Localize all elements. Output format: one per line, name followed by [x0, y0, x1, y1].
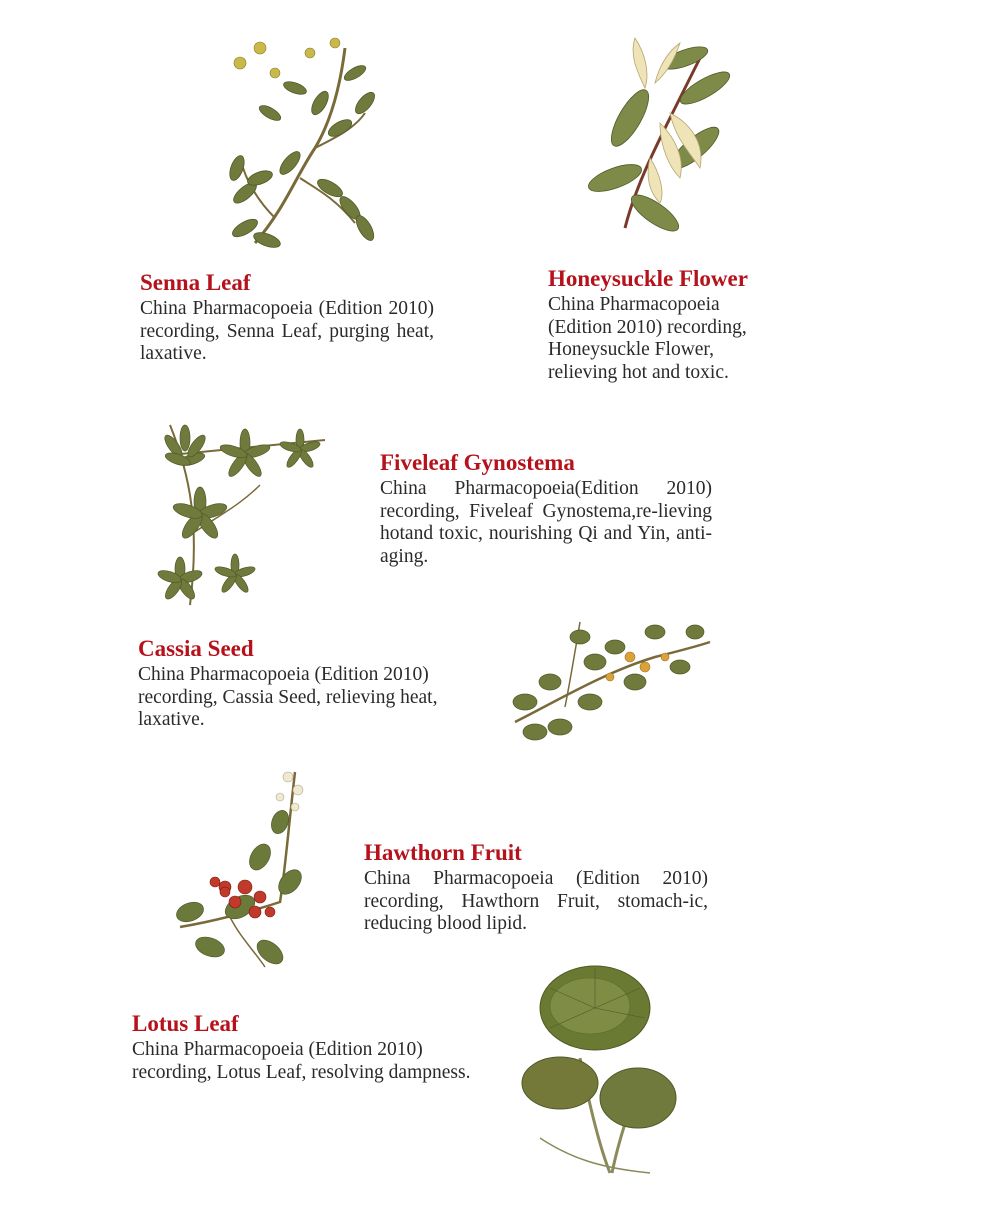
herb-title: Hawthorn Fruit	[364, 840, 522, 865]
herb-card-honeysuckle-flower	[548, 266, 788, 384]
herb-description: China Pharmacopoeia(Edition 2010) recording, Fiveleaf Gynostema,re-lieving hotand toxic, nourishing Qi and Yin, anti-aging.	[380, 478, 712, 567]
lotus-leaf-illustration	[520, 958, 680, 1180]
herb-description: China Pharmacopoeia (Edition 2010) recording, Lotus Leaf, resolving dampness.	[132, 1039, 471, 1083]
herb-card-hawthorn-fruit	[364, 840, 708, 936]
herb-description: China Pharmacopoeia (Edition 2010) recording, Cassia Seed, relieving heat, laxative.	[138, 664, 438, 730]
senna-leaf-illustration	[215, 28, 385, 253]
herb-title: Senna Leaf	[140, 270, 251, 295]
herb-card-lotus-leaf	[132, 1011, 477, 1084]
herb-title: Cassia Seed	[138, 636, 254, 661]
herb-card-senna-leaf	[140, 270, 434, 366]
cassia-seed-illustration	[505, 612, 715, 747]
herb-title: Fiveleaf Gynostema	[380, 450, 575, 475]
herb-title: Honeysuckle Flower	[548, 266, 748, 291]
herb-card-fiveleaf-gynostema	[380, 450, 712, 568]
herb-title: Lotus Leaf	[132, 1011, 239, 1036]
herb-description: China Pharmacopoeia (Edition 2010) recording, Senna Leaf, purging heat, laxative.	[140, 298, 434, 364]
herb-card-cassia-seed	[138, 636, 483, 732]
herb-description: China Pharmacopoeia (Edition 2010) recording, Honeysuckle Flower, relieving hot and toxic.	[548, 294, 747, 383]
fiveleaf-gynostema-illustration	[150, 415, 335, 615]
honeysuckle-flower-illustration	[575, 28, 740, 238]
herb-description: China Pharmacopoeia (Edition 2010) recording, Hawthorn Fruit, stomach-ic, reducing blood lipid.	[364, 868, 708, 934]
hawthorn-fruit-illustration	[170, 762, 310, 972]
